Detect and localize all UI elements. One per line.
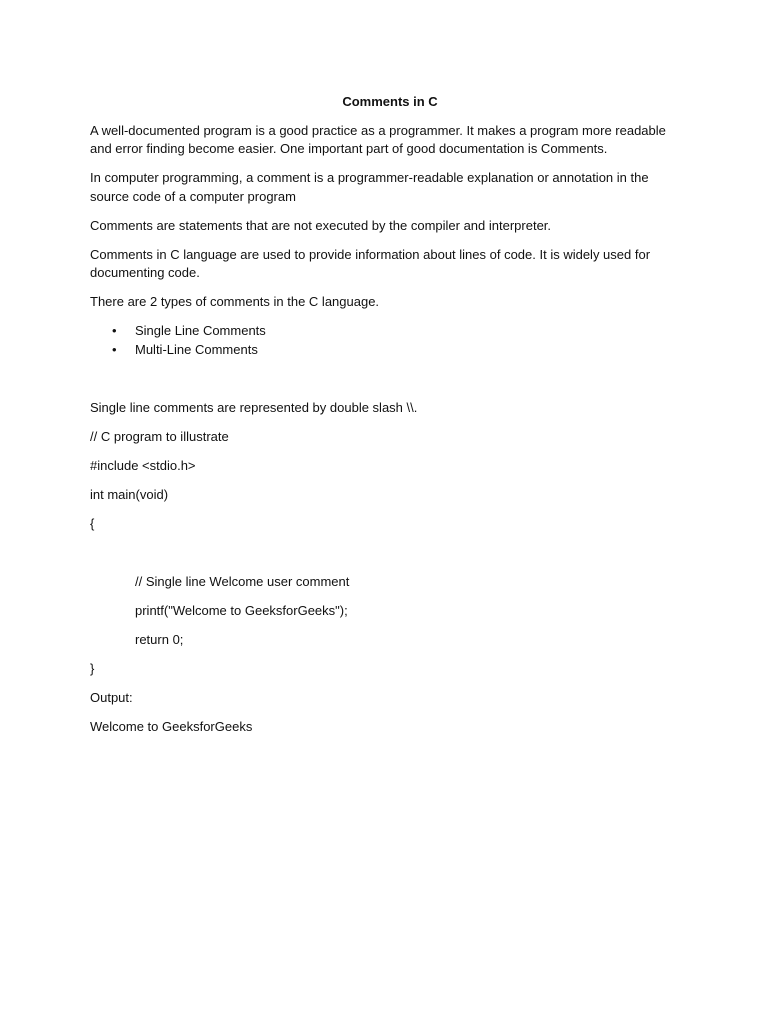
paragraph-purpose: Comments in C language are used to provide information about lines of code. It is widely used for documenting code.	[90, 246, 651, 280]
list-item-label: Multi-Line Comments	[135, 341, 258, 357]
list-item	[90, 322, 690, 341]
code-inner-comment: // Single line Welcome user comment	[135, 573, 350, 589]
paragraph-types: There are 2 types of comments in the C language.	[90, 294, 380, 309]
output-label: Output:	[90, 689, 133, 705]
code-comment-line: // C program to illustrate	[90, 428, 229, 444]
code-include-line: #include <stdio.h>	[90, 457, 196, 473]
paragraph-not-executed: Comments are statements that are not executed by the compiler and interpreter.	[90, 217, 552, 233]
document-title: Comments in C	[342, 94, 438, 109]
output-value: Welcome to GeeksforGeeks	[90, 718, 253, 734]
code-open-brace: {	[90, 515, 95, 531]
code-printf-line: printf("Welcome to GeeksforGeeks");	[135, 602, 348, 618]
list-item	[90, 341, 690, 360]
paragraph-single-line-intro: Single line comments are represented by double slash \\.	[90, 399, 418, 415]
list-item-label: Single Line Comments	[135, 323, 266, 338]
bullet-icon: •	[112, 341, 117, 357]
document-body	[90, 93, 690, 747]
comment-types-list	[90, 322, 690, 359]
code-close-brace: }	[90, 660, 95, 676]
blank-line	[90, 370, 690, 399]
code-return-line: return 0;	[135, 631, 184, 647]
code-main-line: int main(void)	[90, 486, 169, 502]
paragraph-definition: In computer programming, a comment is a programmer-readable explanation or annotation in the source code of a computer program	[90, 170, 649, 204]
blank-line	[90, 544, 690, 573]
paragraph-intro: A well-documented program is a good practice as a programmer. It makes a program more readable and error finding become easier. One important part of good documentation is Comments.	[90, 122, 666, 156]
bullet-icon: •	[112, 323, 117, 338]
